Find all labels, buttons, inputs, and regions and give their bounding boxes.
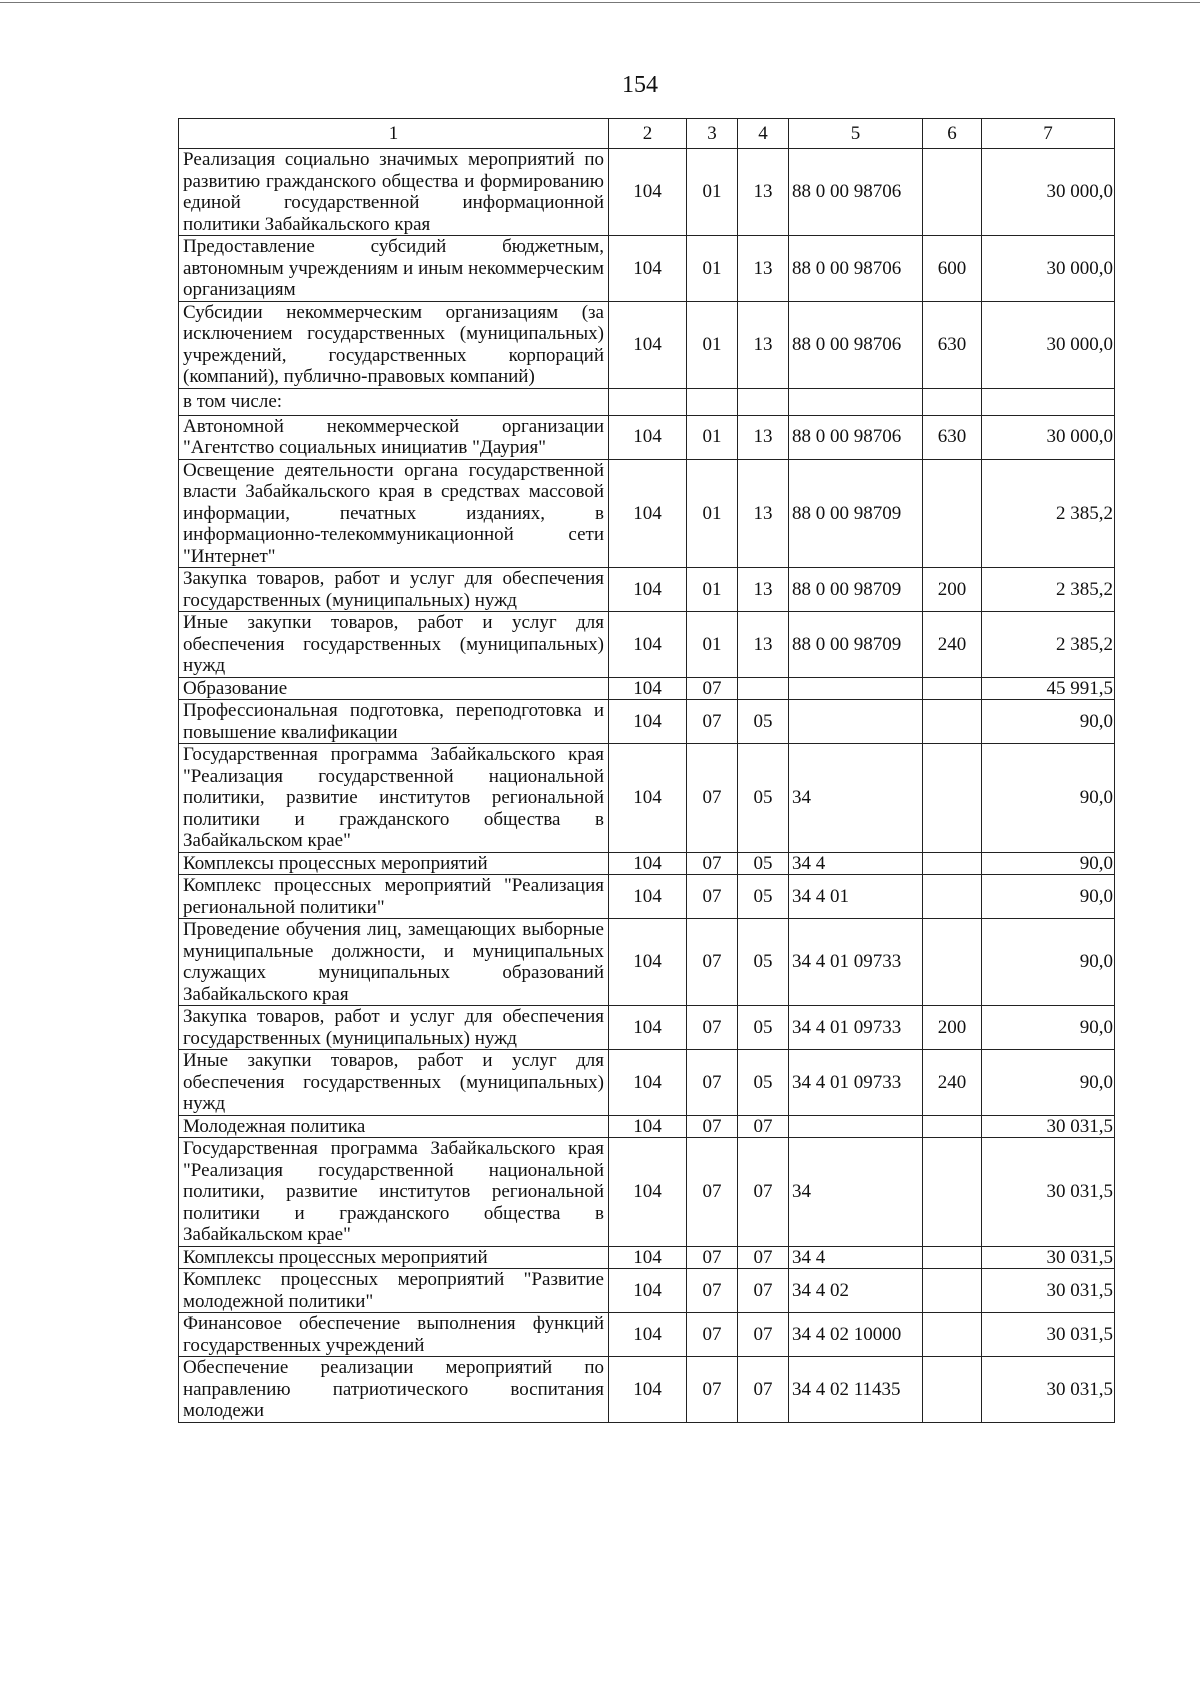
cell-target-article: 34 4 01 bbox=[789, 875, 923, 919]
table-row bbox=[179, 1269, 1115, 1313]
cell-subsection: 05 bbox=[738, 875, 789, 919]
cell-ministry-code: 104 bbox=[609, 700, 687, 744]
cell-name: Комплекс процессных мероприятий "Развитие молодежной политики" bbox=[179, 1269, 609, 1313]
cell-subsection: 13 bbox=[738, 301, 789, 388]
cell-subsection: 13 bbox=[738, 415, 789, 459]
cell-target-article: 88 0 00 98706 bbox=[789, 236, 923, 302]
cell-expense-type: 630 bbox=[923, 415, 982, 459]
cell-expense-type bbox=[923, 1313, 982, 1357]
cell-section: 07 bbox=[687, 744, 738, 853]
cell-section: 07 bbox=[687, 1006, 738, 1050]
cell-target-article: 88 0 00 98709 bbox=[789, 568, 923, 612]
cell-name: Молодежная политика bbox=[179, 1115, 609, 1138]
cell-subsection: 05 bbox=[738, 1006, 789, 1050]
cell-section: 07 bbox=[687, 1269, 738, 1313]
cell-subsection: 07 bbox=[738, 1269, 789, 1313]
cell-subsection: 07 bbox=[738, 1115, 789, 1138]
cell-section: 07 bbox=[687, 1138, 738, 1247]
cell-subsection: 13 bbox=[738, 149, 789, 236]
cell-section: 07 bbox=[687, 1313, 738, 1357]
cell-amount: 90,0 bbox=[982, 919, 1115, 1006]
cell-subsection: 07 bbox=[738, 1246, 789, 1269]
cell-ministry-code: 104 bbox=[609, 568, 687, 612]
cell-expense-type bbox=[923, 1357, 982, 1423]
cell-amount: 90,0 bbox=[982, 700, 1115, 744]
cell-ministry-code bbox=[609, 388, 687, 415]
cell-target-article bbox=[789, 1115, 923, 1138]
cell-subsection: 07 bbox=[738, 1138, 789, 1247]
cell-name: Иные закупки товаров, работ и услуг для обеспечения государственных (муниципальных) нужд bbox=[179, 612, 609, 678]
cell-section: 01 bbox=[687, 612, 738, 678]
cell-target-article: 34 4 02 10000 bbox=[789, 1313, 923, 1357]
cell-expense-type bbox=[923, 919, 982, 1006]
cell-subsection: 13 bbox=[738, 612, 789, 678]
cell-name: Проведение обучения лиц, замещающих выборные муниципальные должности, и муниципальных служащих муниципальных образований Забайкальского края bbox=[179, 919, 609, 1006]
cell-target-article: 34 4 01 09733 bbox=[789, 1050, 923, 1116]
cell-ministry-code: 104 bbox=[609, 1006, 687, 1050]
cell-amount: 2 385,2 bbox=[982, 459, 1115, 568]
cell-name: Обеспечение реализации мероприятий по направлению патриотического воспитания молодежи bbox=[179, 1357, 609, 1423]
cell-amount: 45 991,5 bbox=[982, 677, 1115, 700]
cell-section: 07 bbox=[687, 852, 738, 875]
cell-subsection: 05 bbox=[738, 744, 789, 853]
cell-amount: 30 000,0 bbox=[982, 149, 1115, 236]
cell-section: 07 bbox=[687, 700, 738, 744]
header-col-1: 1 bbox=[179, 119, 609, 149]
table-row bbox=[179, 700, 1115, 744]
cell-name: Комплекс процессных мероприятий "Реализация региональной политики" bbox=[179, 875, 609, 919]
cell-section: 01 bbox=[687, 459, 738, 568]
cell-amount: 30 031,5 bbox=[982, 1313, 1115, 1357]
cell-ministry-code: 104 bbox=[609, 612, 687, 678]
cell-expense-type bbox=[923, 149, 982, 236]
cell-target-article: 88 0 00 98709 bbox=[789, 459, 923, 568]
cell-section: 01 bbox=[687, 568, 738, 612]
cell-ministry-code: 104 bbox=[609, 1269, 687, 1313]
cell-subsection: 07 bbox=[738, 1357, 789, 1423]
table-row bbox=[179, 415, 1115, 459]
cell-target-article: 34 bbox=[789, 744, 923, 853]
cell-ministry-code: 104 bbox=[609, 149, 687, 236]
cell-target-article: 34 4 bbox=[789, 852, 923, 875]
header-col-2: 2 bbox=[609, 119, 687, 149]
cell-expense-type: 200 bbox=[923, 568, 982, 612]
page-number: 154 bbox=[622, 72, 658, 98]
cell-name: Государственная программа Забайкальского края "Реализация государственной национальной политики, развитие институтов региональной политики и гражданского общества в Забайкальском крае" bbox=[179, 744, 609, 853]
table-row bbox=[179, 744, 1115, 853]
cell-ministry-code: 104 bbox=[609, 1115, 687, 1138]
table-row bbox=[179, 388, 1115, 415]
cell-expense-type bbox=[923, 677, 982, 700]
cell-section: 07 bbox=[687, 1050, 738, 1116]
cell-expense-type bbox=[923, 744, 982, 853]
cell-ministry-code: 104 bbox=[609, 1246, 687, 1269]
cell-amount bbox=[982, 388, 1115, 415]
cell-subsection: 13 bbox=[738, 568, 789, 612]
cell-amount: 30 031,5 bbox=[982, 1138, 1115, 1247]
table-row bbox=[179, 236, 1115, 302]
cell-ministry-code: 104 bbox=[609, 875, 687, 919]
cell-expense-type bbox=[923, 1246, 982, 1269]
cell-amount: 30 031,5 bbox=[982, 1115, 1115, 1138]
cell-expense-type: 600 bbox=[923, 236, 982, 302]
cell-section: 01 bbox=[687, 149, 738, 236]
cell-ministry-code: 104 bbox=[609, 1138, 687, 1247]
table-row bbox=[179, 852, 1115, 875]
table-row bbox=[179, 1138, 1115, 1247]
cell-amount: 30 031,5 bbox=[982, 1357, 1115, 1423]
cell-target-article: 34 4 01 09733 bbox=[789, 919, 923, 1006]
table-row bbox=[179, 1313, 1115, 1357]
table-row bbox=[179, 1050, 1115, 1116]
cell-ministry-code: 104 bbox=[609, 1313, 687, 1357]
cell-target-article: 34 4 02 11435 bbox=[789, 1357, 923, 1423]
cell-section: 01 bbox=[687, 301, 738, 388]
cell-expense-type bbox=[923, 1138, 982, 1247]
cell-name: Реализация социально значимых мероприятий по развитию гражданского общества и формированию единой государственной информационной политики Забайкальского края bbox=[179, 149, 609, 236]
cell-name: Государственная программа Забайкальского края "Реализация государственной национальной политики, развитие институтов региональной политики и гражданского общества в Забайкальском крае" bbox=[179, 1138, 609, 1247]
cell-section: 07 bbox=[687, 677, 738, 700]
cell-expense-type: 240 bbox=[923, 1050, 982, 1116]
cell-amount: 90,0 bbox=[982, 875, 1115, 919]
budget-table bbox=[178, 118, 1115, 1423]
cell-ministry-code: 104 bbox=[609, 677, 687, 700]
cell-name: Комплексы процессных мероприятий bbox=[179, 1246, 609, 1269]
cell-subsection: 05 bbox=[738, 700, 789, 744]
cell-subsection bbox=[738, 677, 789, 700]
cell-subsection: 05 bbox=[738, 1050, 789, 1116]
cell-amount: 30 000,0 bbox=[982, 301, 1115, 388]
cell-name: Профессиональная подготовка, переподготовка и повышение квалификации bbox=[179, 700, 609, 744]
cell-target-article: 34 4 02 bbox=[789, 1269, 923, 1313]
cell-amount: 30 000,0 bbox=[982, 415, 1115, 459]
cell-ministry-code: 104 bbox=[609, 459, 687, 568]
header-row bbox=[179, 119, 1115, 149]
cell-amount: 2 385,2 bbox=[982, 568, 1115, 612]
cell-name: Финансовое обеспечение выполнения функций государственных учреждений bbox=[179, 1313, 609, 1357]
cell-section bbox=[687, 388, 738, 415]
cell-subsection: 05 bbox=[738, 919, 789, 1006]
cell-name: Комплексы процессных мероприятий bbox=[179, 852, 609, 875]
cell-section: 01 bbox=[687, 236, 738, 302]
cell-ministry-code: 104 bbox=[609, 852, 687, 875]
table-row bbox=[179, 919, 1115, 1006]
cell-name: в том числе: bbox=[179, 388, 609, 415]
cell-target-article: 88 0 00 98709 bbox=[789, 612, 923, 678]
cell-expense-type: 240 bbox=[923, 612, 982, 678]
table-row bbox=[179, 459, 1115, 568]
header-col-5: 5 bbox=[789, 119, 923, 149]
cell-ministry-code: 104 bbox=[609, 1050, 687, 1116]
table-row bbox=[179, 301, 1115, 388]
table-row bbox=[179, 149, 1115, 236]
cell-section: 07 bbox=[687, 1115, 738, 1138]
cell-amount: 30 031,5 bbox=[982, 1246, 1115, 1269]
cell-expense-type: 630 bbox=[923, 301, 982, 388]
cell-amount: 90,0 bbox=[982, 1050, 1115, 1116]
cell-amount: 30 000,0 bbox=[982, 236, 1115, 302]
cell-subsection: 07 bbox=[738, 1313, 789, 1357]
cell-target-article bbox=[789, 388, 923, 415]
cell-target-article: 34 bbox=[789, 1138, 923, 1247]
cell-name: Образование bbox=[179, 677, 609, 700]
cell-amount: 2 385,2 bbox=[982, 612, 1115, 678]
cell-expense-type bbox=[923, 852, 982, 875]
table-header bbox=[179, 119, 1115, 149]
table-row bbox=[179, 1115, 1115, 1138]
cell-section: 07 bbox=[687, 875, 738, 919]
cell-ministry-code: 104 bbox=[609, 919, 687, 1006]
cell-target-article: 88 0 00 98706 bbox=[789, 301, 923, 388]
table-row bbox=[179, 612, 1115, 678]
cell-name: Освещение деятельности органа государственной власти Забайкальского края в средствах массовой информации, печатных изданиях, в информационно-телекоммуникационной сети "Интернет" bbox=[179, 459, 609, 568]
cell-expense-type bbox=[923, 388, 982, 415]
cell-section: 07 bbox=[687, 1246, 738, 1269]
cell-subsection bbox=[738, 388, 789, 415]
cell-amount: 30 031,5 bbox=[982, 1269, 1115, 1313]
cell-amount: 90,0 bbox=[982, 744, 1115, 853]
cell-ministry-code: 104 bbox=[609, 415, 687, 459]
cell-expense-type bbox=[923, 459, 982, 568]
scan-top-edge bbox=[0, 2, 1200, 3]
table-row bbox=[179, 568, 1115, 612]
header-col-6: 6 bbox=[923, 119, 982, 149]
cell-ministry-code: 104 bbox=[609, 301, 687, 388]
table-body bbox=[179, 149, 1115, 1423]
cell-target-article bbox=[789, 677, 923, 700]
cell-ministry-code: 104 bbox=[609, 744, 687, 853]
cell-section: 07 bbox=[687, 919, 738, 1006]
cell-target-article: 88 0 00 98706 bbox=[789, 415, 923, 459]
cell-subsection: 13 bbox=[738, 459, 789, 568]
cell-target-article bbox=[789, 700, 923, 744]
cell-ministry-code: 104 bbox=[609, 1357, 687, 1423]
table-row bbox=[179, 1246, 1115, 1269]
table-row bbox=[179, 875, 1115, 919]
cell-name: Иные закупки товаров, работ и услуг для обеспечения государственных (муниципальных) нужд bbox=[179, 1050, 609, 1116]
header-col-3: 3 bbox=[687, 119, 738, 149]
table-row bbox=[179, 1006, 1115, 1050]
cell-subsection: 05 bbox=[738, 852, 789, 875]
header-col-7: 7 bbox=[982, 119, 1115, 149]
cell-target-article: 34 4 01 09733 bbox=[789, 1006, 923, 1050]
cell-expense-type bbox=[923, 700, 982, 744]
table-row bbox=[179, 677, 1115, 700]
cell-amount: 90,0 bbox=[982, 1006, 1115, 1050]
cell-section: 07 bbox=[687, 1357, 738, 1423]
cell-expense-type: 200 bbox=[923, 1006, 982, 1050]
cell-amount: 90,0 bbox=[982, 852, 1115, 875]
cell-expense-type bbox=[923, 1269, 982, 1313]
cell-expense-type bbox=[923, 1115, 982, 1138]
cell-target-article: 88 0 00 98706 bbox=[789, 149, 923, 236]
cell-expense-type bbox=[923, 875, 982, 919]
cell-name: Субсидии некоммерческим организациям (за исключением государственных (муниципальных) учреждений, государственных корпораций (компаний), публично-правовых компаний) bbox=[179, 301, 609, 388]
cell-target-article: 34 4 bbox=[789, 1246, 923, 1269]
cell-ministry-code: 104 bbox=[609, 236, 687, 302]
cell-name: Закупка товаров, работ и услуг для обеспечения государственных (муниципальных) нужд bbox=[179, 568, 609, 612]
cell-section: 01 bbox=[687, 415, 738, 459]
cell-subsection: 13 bbox=[738, 236, 789, 302]
table-row bbox=[179, 1357, 1115, 1423]
header-col-4: 4 bbox=[738, 119, 789, 149]
cell-name: Предоставление субсидий бюджетным, автономным учреждениям и иным некоммерческим организациям bbox=[179, 236, 609, 302]
cell-name: Закупка товаров, работ и услуг для обеспечения государственных (муниципальных) нужд bbox=[179, 1006, 609, 1050]
cell-name: Автономной некоммерческой организации "Агентство социальных инициатив "Даурия" bbox=[179, 415, 609, 459]
